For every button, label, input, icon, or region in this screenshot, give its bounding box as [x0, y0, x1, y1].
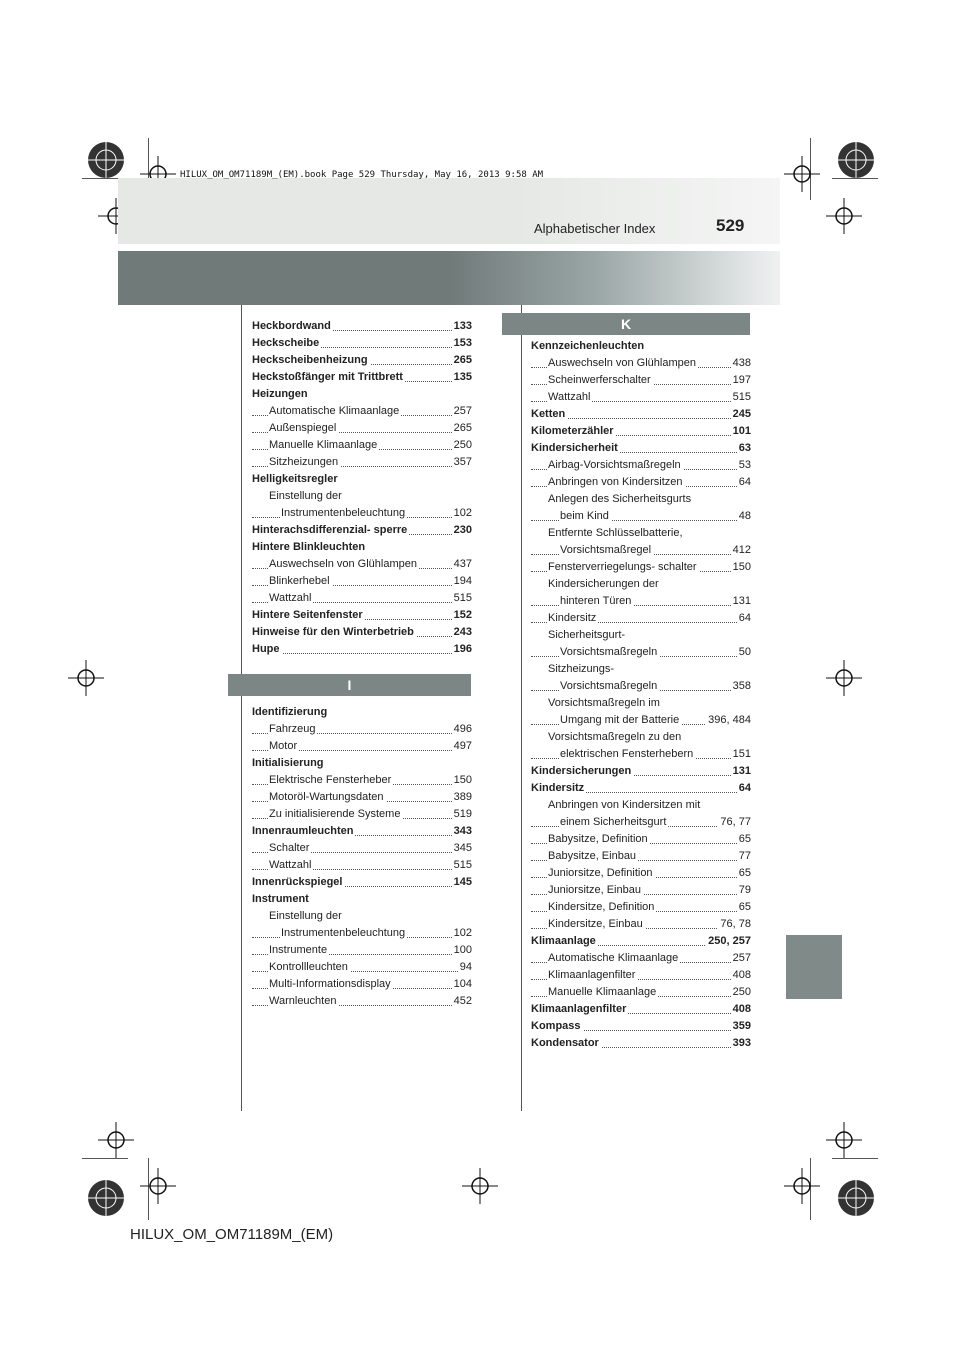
crosshair-mark-icon	[98, 1122, 134, 1158]
index-entry-text: Heckscheibenheizung	[252, 354, 368, 366]
index-entry-text: Babysitze, Definition	[548, 833, 648, 845]
index-entry-text: Elektrische Fensterheber	[269, 774, 392, 786]
index-entry-text: Vorsichtsmaßregeln	[560, 646, 658, 658]
crosshair-mark-icon	[140, 1168, 176, 1204]
index-entry	[252, 590, 472, 607]
index-entry	[531, 1018, 751, 1035]
index-entry-text: Kennzeichenleuchten	[531, 340, 645, 352]
book-info-line: HILUX_OM_OM71189M_(EM).book Page 529 Thursday, May 16, 2013 9:58 AM	[180, 170, 544, 180]
index-entry-text: Instrumente	[269, 944, 328, 956]
index-entry-page: 145	[452, 874, 472, 891]
section-letter: I	[228, 674, 471, 696]
index-entry	[531, 406, 751, 423]
index-entry	[531, 372, 751, 389]
index-entry	[531, 457, 751, 474]
index-entry	[252, 704, 472, 721]
crosshair-mark-icon	[826, 660, 862, 696]
index-entry	[252, 772, 472, 789]
index-entry	[531, 763, 751, 780]
index-entry-text: Heizungen	[252, 388, 308, 400]
index-entry-text: Hintere Blinkleuchten	[252, 541, 366, 553]
index-entry-page: 437	[452, 556, 472, 573]
index-entry-text: Multi-Informationsdisplay	[269, 978, 391, 990]
index-entry-text: Heckstoßfänger mit Trittbrett	[252, 371, 403, 383]
index-entry-page: 65	[737, 865, 751, 882]
index-entry	[531, 338, 751, 355]
index-entry-text: Heckbordwand	[252, 320, 331, 332]
index-entry-text: Anlegen des Sicherheitsgurts	[548, 493, 692, 505]
index-entry-page: 100	[452, 942, 472, 959]
dot-leader	[252, 653, 472, 654]
section-letter: K	[502, 313, 750, 335]
index-entry-text: Hintere Seitenfenster	[252, 609, 363, 621]
index-entry-text: Motoröl-Wartungsdaten	[269, 791, 384, 803]
index-entry-page: 245	[731, 406, 751, 423]
index-entry	[252, 874, 472, 891]
index-entry	[531, 423, 751, 440]
index-entry-page: 104	[452, 976, 472, 993]
index-entry	[531, 525, 751, 542]
index-entry	[252, 607, 472, 624]
index-entry-text: Identifizierung	[252, 706, 328, 718]
index-entry-text: Manuelle Klimaanlage	[269, 439, 378, 451]
index-entry	[531, 389, 751, 406]
index-entry	[252, 857, 472, 874]
index-entry-page: 515	[452, 857, 472, 874]
index-entry	[252, 641, 472, 658]
index-entry	[252, 335, 472, 352]
index-entry-text: Kindersicherungen	[531, 765, 632, 777]
index-entry-page: 196	[452, 641, 472, 658]
index-entry-text: Vorsichtsmaßregel	[560, 544, 652, 556]
index-entry-page: 359	[731, 1018, 751, 1035]
index-entry	[252, 318, 472, 335]
index-entry-text: Wattzahl	[269, 592, 312, 604]
model-code: HILUX_OM_OM71189M_(EM)	[130, 1226, 334, 1243]
index-entry-page: 131	[731, 593, 751, 610]
index-entry	[531, 899, 751, 916]
index-entry	[531, 1001, 751, 1018]
index-entry-page: 497	[452, 738, 472, 755]
registration-mark-icon	[84, 138, 128, 182]
crosshair-mark-icon	[784, 1168, 820, 1204]
index-entry	[531, 559, 751, 576]
index-entry-text: Sicherheitsgurt-	[548, 629, 626, 641]
index-entry	[252, 721, 472, 738]
index-entry-text: Hinterachsdifferenzial- sperre	[252, 524, 408, 536]
index-entry	[531, 865, 751, 882]
index-entry-page: 131	[731, 763, 751, 780]
index-entry	[531, 831, 751, 848]
index-entry-page: 77	[737, 848, 751, 865]
index-entry-text: Hupe	[252, 643, 280, 655]
index-entry-text: Babysitze, Einbau	[548, 850, 637, 862]
crosshair-mark-icon	[826, 1122, 862, 1158]
index-entry-text: Vorsichtsmaßregeln zu den	[548, 731, 682, 743]
index-entry-text: Instrumentenbeleuchtung	[281, 927, 406, 939]
index-entry-text: Sitzheizungen	[269, 456, 339, 468]
index-entry	[531, 729, 751, 746]
index-entry	[531, 491, 751, 508]
index-entry	[252, 925, 472, 942]
index-entry-text: hinteren Türen	[560, 595, 632, 607]
index-entry-page: 94	[458, 959, 472, 976]
index-entry	[252, 976, 472, 993]
index-entry-text: Schalter	[269, 842, 310, 854]
index-entry	[252, 840, 472, 857]
index-entry	[252, 386, 472, 403]
index-entry	[531, 916, 751, 933]
index-entry-text: Klimaanlagenfilter	[548, 969, 636, 981]
index-entry	[252, 908, 472, 925]
index-entry-text: Automatische Klimaanlage	[548, 952, 679, 964]
index-entry-page: 343	[452, 823, 472, 840]
index-entry-page: 135	[452, 369, 472, 386]
index-entry-page: 151	[731, 746, 751, 763]
index-entry	[252, 789, 472, 806]
index-entry-page: 438	[731, 355, 751, 372]
index-entry	[252, 352, 472, 369]
registration-mark-icon	[84, 1176, 128, 1220]
index-entry-page: 250	[452, 437, 472, 454]
index-entry	[531, 542, 751, 559]
index-entry-text: Kindersitz	[548, 612, 597, 624]
index-entry	[252, 471, 472, 488]
index-entry	[531, 610, 751, 627]
index-entry-page: 345	[452, 840, 472, 857]
index-entry	[531, 593, 751, 610]
crosshair-mark-icon	[784, 156, 820, 192]
index-entry-text: Motor	[269, 740, 298, 752]
index-entry	[531, 508, 751, 525]
index-entry-page: 393	[731, 1035, 751, 1052]
header-grey-bar	[118, 251, 780, 305]
index-entry	[252, 806, 472, 823]
crosshair-mark-icon	[826, 198, 862, 234]
index-entry-text: Einstellung der	[269, 910, 342, 922]
index-entry	[531, 967, 751, 984]
index-entry-text: Blinkerhebel	[269, 575, 330, 587]
index-entry-text: Wattzahl	[548, 391, 591, 403]
index-entry-page: 230	[452, 522, 472, 539]
index-entry-text: Helligkeitsregler	[252, 473, 338, 485]
index-entry	[531, 814, 751, 831]
index-entry-page: 197	[731, 372, 751, 389]
index-entry-text: Kondensator	[531, 1037, 599, 1049]
index-entry-text: Automatische Klimaanlage	[269, 405, 400, 417]
index-entry-text: beim Kind	[560, 510, 609, 522]
index-entry	[252, 539, 472, 556]
index-entry-text: Klimaanlage	[531, 935, 596, 947]
index-entry	[531, 882, 751, 899]
index-entry-text: Vorsichtsmaßregeln im	[548, 697, 660, 709]
index-entry-page: 64	[737, 474, 751, 491]
index-entry-text: Auswechseln von Glühlampen	[269, 558, 417, 570]
index-entry-text: Sitzheizungs-	[548, 663, 615, 675]
section-bar-k	[502, 313, 750, 335]
index-entry	[252, 755, 472, 772]
index-entry-text: einem Sicherheitsgurt	[560, 816, 667, 828]
index-entry	[531, 780, 751, 797]
index-column-right	[531, 338, 751, 1052]
index-entry-page: 102	[452, 505, 472, 522]
index-entry-text: Kindersicherheit	[531, 442, 618, 454]
registration-mark-icon	[834, 1176, 878, 1220]
index-entry-page: 64	[737, 780, 751, 797]
index-entry	[531, 644, 751, 661]
page-number: 529	[716, 216, 745, 235]
index-entry	[531, 933, 751, 950]
index-entry-page: 496	[452, 721, 472, 738]
index-entry-text: Kilometerzähler	[531, 425, 614, 437]
index-entry	[531, 627, 751, 644]
index-entry-text: Juniorsitze, Definition	[548, 867, 653, 879]
section-title: Alphabetischer Index	[534, 221, 656, 236]
section-bar-i	[228, 674, 471, 696]
index-entry-text: Kontrollleuchten	[269, 961, 348, 973]
index-entry-page: 102	[452, 925, 472, 942]
index-entry	[252, 573, 472, 590]
index-entry-page: 265	[452, 352, 472, 369]
index-entry-text: Einstellung der	[269, 490, 342, 502]
index-entry-page: 152	[452, 607, 472, 624]
index-entry-text: Hinweise für den Winterbetrieb	[252, 626, 414, 638]
index-entry-page: 250, 257	[706, 933, 751, 950]
index-entry	[252, 993, 472, 1010]
index-entry-page: 408	[731, 967, 751, 984]
index-entry	[252, 369, 472, 386]
index-entry	[252, 942, 472, 959]
index-entry-page: 101	[731, 423, 751, 440]
index-entry-page: 194	[452, 573, 472, 590]
index-entry-text: Innenrückspiegel	[252, 876, 343, 888]
index-entry	[531, 576, 751, 593]
index-entry	[531, 1035, 751, 1052]
index-entry	[252, 556, 472, 573]
index-entry-page: 519	[452, 806, 472, 823]
index-entry-text: Instrumentenbeleuchtung	[281, 507, 406, 519]
index-entry-text: Umgang mit der Batterie	[560, 714, 680, 726]
index-entry	[531, 355, 751, 372]
index-entry-page: 76, 78	[718, 916, 751, 933]
index-entry-text: Wattzahl	[269, 859, 312, 871]
index-entry-text: elektrischen Fensterhebern	[560, 748, 694, 760]
index-entry	[252, 738, 472, 755]
index-entry-page: 265	[452, 420, 472, 437]
index-entry-text: Vorsichtsmaßregeln	[560, 680, 658, 692]
index-column-left	[252, 318, 472, 1010]
index-entry-text: Klimaanlagenfilter	[531, 1003, 627, 1015]
index-entry-page: 408	[731, 1001, 751, 1018]
index-entry-page: 153	[452, 335, 472, 352]
index-entry-text: Außenspiegel	[269, 422, 337, 434]
index-entry-page: 396, 484	[706, 712, 751, 729]
index-entry	[252, 959, 472, 976]
index-entry-text: Heckscheibe	[252, 337, 320, 349]
registration-mark-icon	[834, 138, 878, 182]
index-entry-page: 357	[452, 454, 472, 471]
index-entry-text: Kindersitze, Definition	[548, 901, 655, 913]
index-entry-text: Fahrzeug	[269, 723, 316, 735]
index-entry	[531, 712, 751, 729]
index-entry	[252, 403, 472, 420]
index-entry	[531, 440, 751, 457]
index-entry	[531, 746, 751, 763]
index-entry-text: Fensterverriegelungs- schalter	[548, 561, 697, 573]
index-entry-text: Initialisierung	[252, 757, 324, 769]
index-entry-page: 79	[737, 882, 751, 899]
index-entry	[531, 661, 751, 678]
index-entry-text: Anbringen von Kindersitzen mit	[548, 799, 701, 811]
index-entry	[252, 891, 472, 908]
index-entry-page: 65	[737, 899, 751, 916]
index-entry	[531, 797, 751, 814]
index-entry-page: 150	[731, 559, 751, 576]
index-entry-page: 76, 77	[718, 814, 751, 831]
index-entry	[531, 695, 751, 712]
index-entry-text: Juniorsitze, Einbau	[548, 884, 641, 896]
index-entry	[531, 474, 751, 491]
index-entry-text: Innenraumleuchten	[252, 825, 354, 837]
index-entry-page: 65	[737, 831, 751, 848]
index-entry-text: Zu initialisierende Systeme	[269, 808, 401, 820]
index-entry	[252, 522, 472, 539]
index-entry-page: 53	[737, 457, 751, 474]
index-entry-text: Instrument	[252, 893, 309, 905]
index-entry	[252, 420, 472, 437]
index-entry-page: 63	[737, 440, 751, 457]
index-entry-text: Kompass	[531, 1020, 581, 1032]
crosshair-mark-icon	[462, 1168, 498, 1204]
index-entry	[252, 505, 472, 522]
index-entry-page: 48	[737, 508, 751, 525]
index-entry-page: 257	[452, 403, 472, 420]
index-entry-text: Manuelle Klimaanlage	[548, 986, 657, 998]
index-entry-page: 64	[737, 610, 751, 627]
index-entry-text: Kindersitz	[531, 782, 585, 794]
index-entry-page: 50	[737, 644, 751, 661]
index-entry-text: Entfernte Schlüsselbatterie,	[548, 527, 683, 539]
index-entry-text: Airbag-Vorsichtsmaßregeln	[548, 459, 681, 471]
index-entry-page: 250	[731, 984, 751, 1001]
index-entry-text: Scheinwerferschalter	[548, 374, 651, 386]
index-entry-text: Kindersitze, Einbau	[548, 918, 643, 930]
index-entry-page: 389	[452, 789, 472, 806]
index-entry-page: 412	[731, 542, 751, 559]
index-entry-page: 243	[452, 624, 472, 641]
index-entry	[252, 823, 472, 840]
crosshair-mark-icon	[68, 660, 104, 696]
index-entry-text: Kindersicherungen der	[548, 578, 659, 590]
index-entry-text: Warnleuchten	[269, 995, 337, 1007]
index-entry-page: 515	[731, 389, 751, 406]
chapter-tab	[786, 935, 842, 999]
index-entry-text: Ketten	[531, 408, 566, 420]
index-entry	[252, 624, 472, 641]
index-entry	[531, 678, 751, 695]
header-band	[118, 178, 780, 244]
index-entry	[531, 984, 751, 1001]
index-entry-page: 515	[452, 590, 472, 607]
index-entry-text: Anbringen von Kindersitzen	[548, 476, 683, 488]
index-entry	[531, 848, 751, 865]
index-entry	[252, 437, 472, 454]
index-entry-page: 257	[731, 950, 751, 967]
index-entry	[531, 950, 751, 967]
index-entry	[252, 488, 472, 505]
index-entry-page: 358	[731, 678, 751, 695]
index-entry-page: 133	[452, 318, 472, 335]
index-entry	[252, 454, 472, 471]
index-entry-page: 452	[452, 993, 472, 1010]
index-entry-text: Auswechseln von Glühlampen	[548, 357, 696, 369]
index-entry-page: 150	[452, 772, 472, 789]
